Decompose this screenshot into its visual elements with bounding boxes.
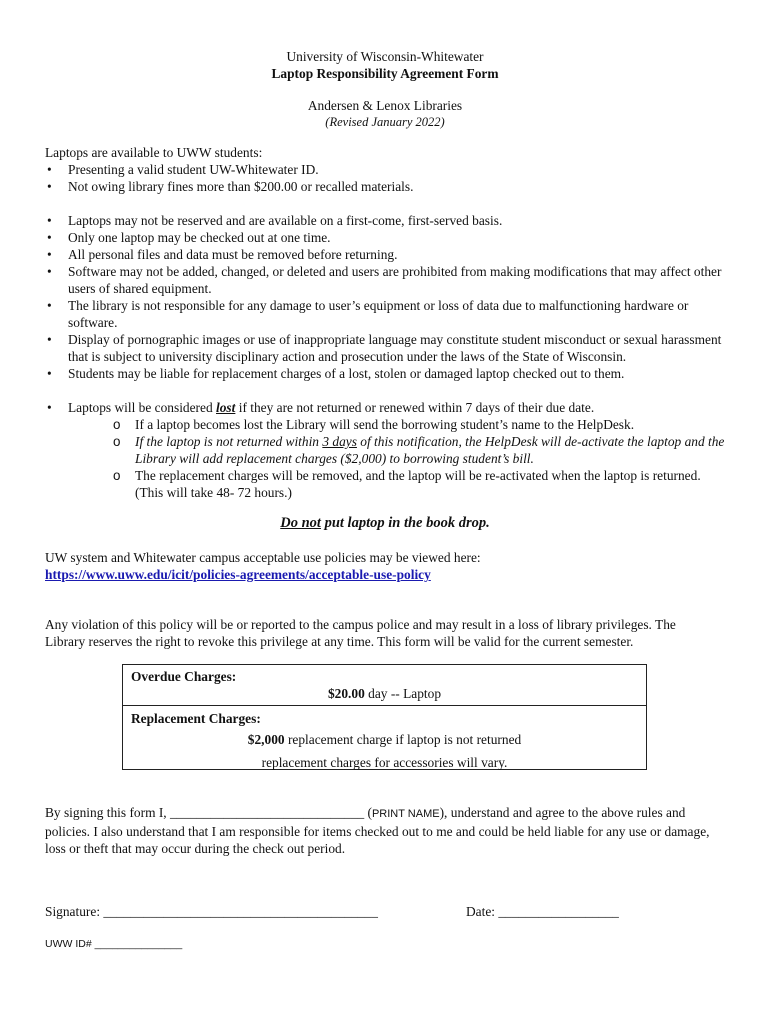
bullet-icon: • (47, 400, 52, 415)
lost-emphasis: lost (216, 400, 236, 415)
bullet-icon: • (47, 213, 52, 228)
policy-text: UW system and Whitewater campus acceptable use policies may be viewed here: (45, 550, 481, 565)
libraries-name: Andersen & Lenox Libraries (307, 98, 463, 113)
list-item: o If the laptop is not returned within 3 days of this notification, the HelpDesk will de-activate the laptop and the Library will add replacement charges ($2,000) to borrowing student’s bill. (113, 434, 725, 466)
bullet-icon: • (47, 332, 52, 347)
list-item: • All personal files and data must be removed before returning. (47, 247, 398, 262)
signature-field[interactable]: Signature: _________________________________________ (45, 904, 378, 919)
agreement-text: By signing this form I, _____________________________ (PRINT NAME), understand and agree to the above rules and policies. I also understand that I am responsible for items checked out to me and could be held liable for any use or damage, loss or theft that may occur during the check out period. (45, 805, 710, 856)
bullet-icon: • (47, 247, 52, 262)
replacement-charges-value: $2,000 replacement charge if laptop is not returned (247, 732, 522, 747)
circle-bullet-icon: o (113, 468, 121, 483)
list-item: • Laptops will be considered lost if they are not returned or renewed within 7 days of their due date. (47, 400, 595, 415)
three-days-emphasis: 3 days (322, 434, 357, 449)
overdue-charges-label: Overdue Charges: (131, 669, 237, 684)
list-item: • Students may be liable for replacement charges of a lost, stolen or damaged laptop checked out to them. (47, 366, 625, 381)
list-item: o If a laptop becomes lost the Library will send the borrowing student’s name to the HelpDesk. (113, 417, 635, 432)
date-field[interactable]: Date: __________________ (466, 904, 619, 919)
circle-bullet-icon: o (113, 434, 121, 449)
list-item: • The library is not responsible for any damage to user’s equipment or loss of data due to malfunctioning hardware or software. (47, 298, 689, 330)
list-item: • Presenting a valid student UW-Whitewater ID. (47, 162, 319, 177)
university-name: University of Wisconsin-Whitewater (286, 49, 484, 64)
bullet-icon: • (47, 366, 52, 381)
accessories-charges: replacement charges for accessories will vary. (261, 755, 508, 770)
charges-table (122, 664, 647, 770)
violation-notice: Any violation of this policy will be or reported to the campus police and may result in a loss of library privileges. The Library reserves the right to revoke this privilege at any time. This form will be valid for the current semester. (45, 617, 676, 649)
bullet-icon: • (47, 162, 52, 177)
lost-section (45, 399, 735, 501)
header (0, 48, 770, 131)
list-item: o The replacement charges will be removed, and the laptop will be re-activated when the laptop is returned. (This will take 48- 72 hours.) (113, 468, 701, 500)
book-drop-warning: Do not put laptop in the book drop. (280, 515, 490, 531)
form-title: Laptop Responsibility Agreement Form (271, 66, 499, 81)
eligibility-section (45, 144, 735, 195)
replacement-charges-label: Replacement Charges: (131, 711, 261, 726)
list-item: • Only one laptop may be checked out at one time. (47, 230, 331, 245)
policy-link[interactable]: https://www.uww.edu/icit/policies-agreements/acceptable-use-policy (45, 567, 431, 582)
bullet-icon: • (47, 230, 52, 245)
charges-divider (123, 705, 646, 706)
uww-id-field[interactable]: UWW ID# _______________ (45, 938, 183, 950)
bullet-icon: • (47, 264, 52, 279)
list-item: • Laptops may not be reserved and are available on a first-come, first-served basis. (47, 213, 503, 228)
bullet-icon: • (47, 179, 52, 194)
revision-date: (Revised January 2022) (325, 115, 445, 129)
overdue-charges-value: $20.00 day -- Laptop (327, 686, 442, 701)
eligibility-intro: Laptops are available to UWW students: (45, 145, 263, 160)
print-name-label: PRINT NAME (371, 808, 440, 820)
do-not-emphasis: Do not (280, 515, 321, 531)
list-item: • Software may not be added, changed, or deleted and users are prohibited from making modifications that may affect other users of shared equipment. (47, 264, 722, 296)
list-item: • Display of pornographic images or use of inappropriate language may constitute student misconduct or sexual harassment that is subject to university disciplinary action and prosecution under the laws of the State of Wisconsin. (47, 332, 722, 364)
list-item: • Not owing library fines more than $200.00 or recalled materials. (47, 179, 414, 194)
circle-bullet-icon: o (113, 417, 121, 432)
rules-section (45, 212, 735, 382)
bullet-icon: • (47, 298, 52, 313)
policy-section (45, 549, 735, 583)
